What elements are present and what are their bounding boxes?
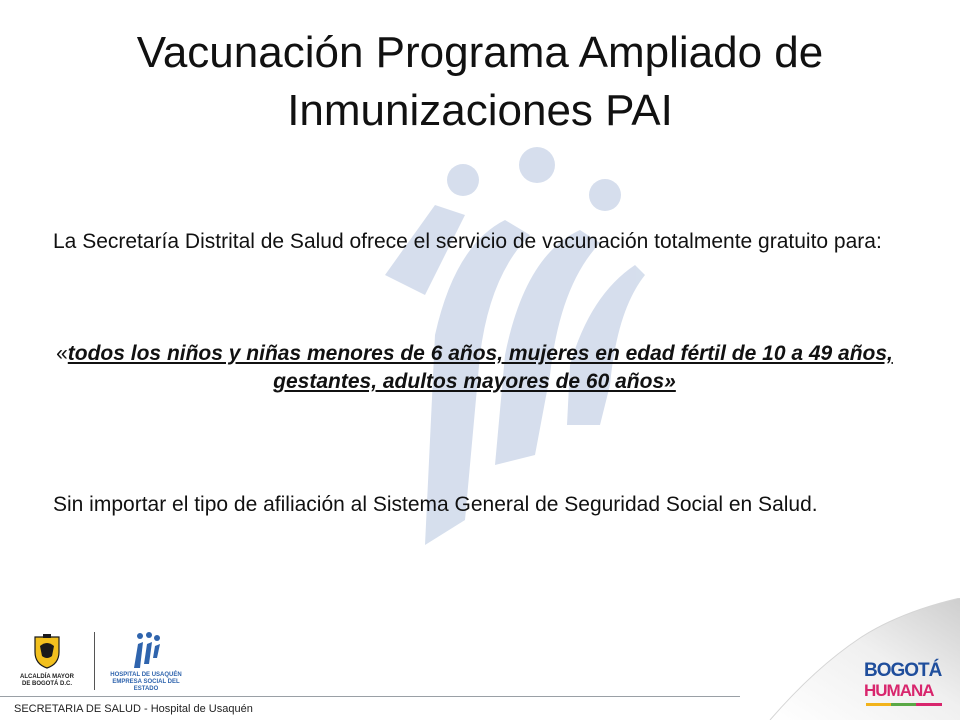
target-population-quote: [53, 340, 896, 396]
quote-open-mark: «: [56, 342, 68, 365]
slide-title: Vacunación Programa Ampliado de Inmunizaciones PAI: [136, 28, 824, 135]
hospital-label: HOSPITAL DE USAQUÉN EMPRESA SOCIAL DEL ESTADO: [110, 672, 182, 692]
bogota-humana-logo: [864, 660, 944, 708]
alcaldia-label: ALCALDÍA MAYOR DE BOGOTÁ D.C.: [20, 674, 74, 687]
hospital-usaquen-logo-icon: [126, 630, 166, 670]
footer-text: SECRETARIA DE SALUD - Hospital de Usaquén: [14, 703, 253, 715]
bogota-logo-bottom-text: HUMANA: [864, 681, 934, 700]
quote-text: todos los niños y niñas menores de 6 años, mujeres en edad fértil de 10 a 49 años, gestantes, adultos mayores de 60 años»: [67, 342, 893, 393]
affiliation-paragraph: Sin importar el tipo de afiliación al Sistema General de Seguridad Social en Salud.: [53, 493, 818, 516]
bogota-logo-top-text: BOGOTÁ: [864, 660, 942, 681]
intro-paragraph: La Secretaría Distrital de Salud ofrece el servicio de vacunación totalmente gratuito para:: [53, 230, 882, 253]
bogota-color-bar: [866, 703, 942, 706]
alcaldia-shield-icon: [32, 634, 62, 670]
logo-divider: [94, 632, 95, 690]
footer-divider-line: [0, 696, 740, 697]
footer-logos: [8, 628, 208, 694]
